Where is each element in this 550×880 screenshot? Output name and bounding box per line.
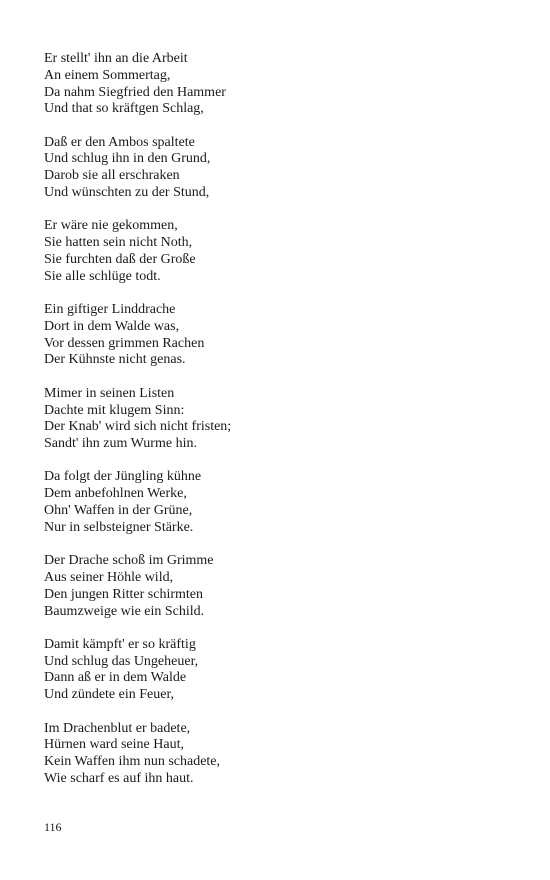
verse-line: Und that so kräftgen Schlag, <box>44 101 204 117</box>
verse-line: Dem anbefohlnen Werke, <box>44 486 187 502</box>
verse-line: Und schlug das Ungeheuer, <box>44 653 199 669</box>
verse-line: Und zündete ein Feuer, <box>44 687 175 703</box>
verse-line: An einem Sommertag, <box>44 67 171 83</box>
verse-line: Vor dessen grimmen Rachen <box>44 335 205 351</box>
stanza <box>44 637 514 704</box>
verse-line: Im Drachenblut er badete, <box>44 720 191 736</box>
stanza <box>44 386 514 453</box>
poem-body <box>44 51 514 804</box>
verse-line: Nur in selbsteigner Stärke. <box>44 519 194 535</box>
verse-line: Da nahm Siegfried den Hammer <box>44 84 226 100</box>
verse-line: Den jungen Ritter schirmten <box>44 586 204 602</box>
verse-line: Sie furchten daß der Große <box>44 251 196 267</box>
verse-line: Damit kämpft' er so kräftig <box>44 636 196 652</box>
verse-line: Sie alle schlüge todt. <box>44 268 161 284</box>
verse-line: Sie hatten sein nicht Noth, <box>44 235 193 251</box>
verse-line: Mimer in seinen Listen <box>44 385 175 401</box>
verse-line: Daß er den Ambos spaltete <box>44 134 195 150</box>
verse-line: Er wäre nie gekommen, <box>44 218 178 234</box>
verse-line: Aus seiner Höhle wild, <box>44 569 174 585</box>
verse-line: Und wünschten zu der Stund, <box>44 185 210 201</box>
verse-line: Der Kühnste nicht genas. <box>44 352 186 368</box>
verse-line: Darob sie all erschraken <box>44 168 180 184</box>
verse-line: Ein giftiger Linddrache <box>44 302 176 318</box>
verse-line: Dort in dem Walde was, <box>44 318 180 334</box>
verse-line: Hürnen ward seine Haut, <box>44 737 184 753</box>
verse-line: Der Knab' wird sich nicht fristen; <box>44 419 232 435</box>
verse-line: Baumzweige wie ein Schild. <box>44 603 205 619</box>
verse-line: Dann aß er in dem Walde <box>44 670 187 686</box>
stanza <box>44 51 514 118</box>
verse-line: Dachte mit klugem Sinn: <box>44 402 185 418</box>
verse-line: Da folgt der Jüngling kühne <box>44 469 202 485</box>
verse-line: Wie scharf es auf ihn haut. <box>44 770 194 786</box>
stanza <box>44 721 514 788</box>
verse-line: Kein Waffen ihm nun schadete, <box>44 754 221 770</box>
verse-line: Sandt' ihn zum Wurme hin. <box>44 436 197 452</box>
page-number: 116 <box>44 820 62 834</box>
verse-line: Und schlug ihn in den Grund, <box>44 151 211 167</box>
stanza <box>44 302 514 369</box>
stanza <box>44 469 514 536</box>
stanza <box>44 553 514 620</box>
verse-line: Der Drache schoß im Grimme <box>44 553 214 569</box>
verse-line: Er stellt' ihn an die Arbeit <box>44 51 188 66</box>
verse-line: Ohn' Waffen in der Grüne, <box>44 503 193 519</box>
stanza <box>44 218 514 285</box>
stanza <box>44 135 514 202</box>
